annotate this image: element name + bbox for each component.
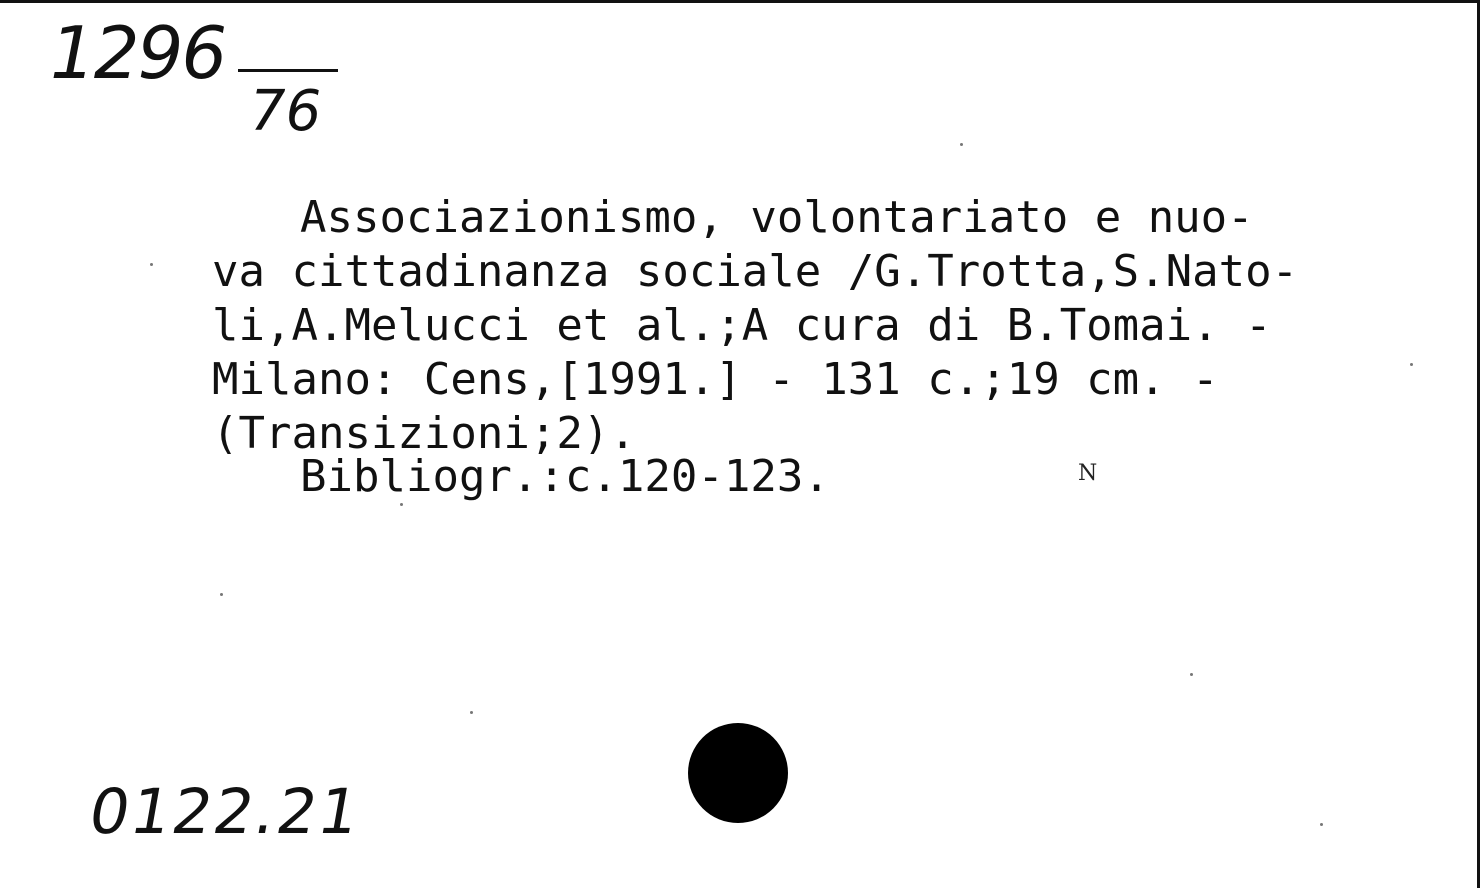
paper-speck [400, 503, 403, 506]
paper-speck [1190, 673, 1193, 676]
shelfmark-divider [238, 69, 338, 72]
handwritten-inventory-number: 0122.21 [83, 775, 367, 848]
handwritten-shelfmark: 1296 [50, 11, 226, 95]
bibliography-note: Bibliogr.:c.120-123. [300, 451, 830, 502]
paper-speck [220, 593, 223, 596]
entry-line-2: va cittadinanza sociale /G.Trotta,S.Nato- [212, 246, 1299, 297]
entry-line-5: (Transizioni;2). [212, 408, 636, 459]
punch-hole [688, 723, 788, 823]
entry-line-4: Milano: Cens,[1991.] - 131 c.;19 cm. - [212, 354, 1219, 405]
entry-line-3: li,A.Melucci et al.;A cura di B.Tomai. - [212, 300, 1272, 351]
paper-speck [470, 711, 473, 714]
paper-speck [1320, 823, 1323, 826]
paper-speck [1410, 363, 1413, 366]
paper-speck [960, 143, 963, 146]
handwritten-shelfmark-sub: 76 [250, 79, 322, 144]
entry-line-1: Associazionismo, volontariato e nuo- [300, 192, 1254, 243]
paper-speck [150, 263, 153, 266]
bibliographic-entry [212, 191, 1298, 461]
stamp-mark: N [1078, 461, 1098, 486]
